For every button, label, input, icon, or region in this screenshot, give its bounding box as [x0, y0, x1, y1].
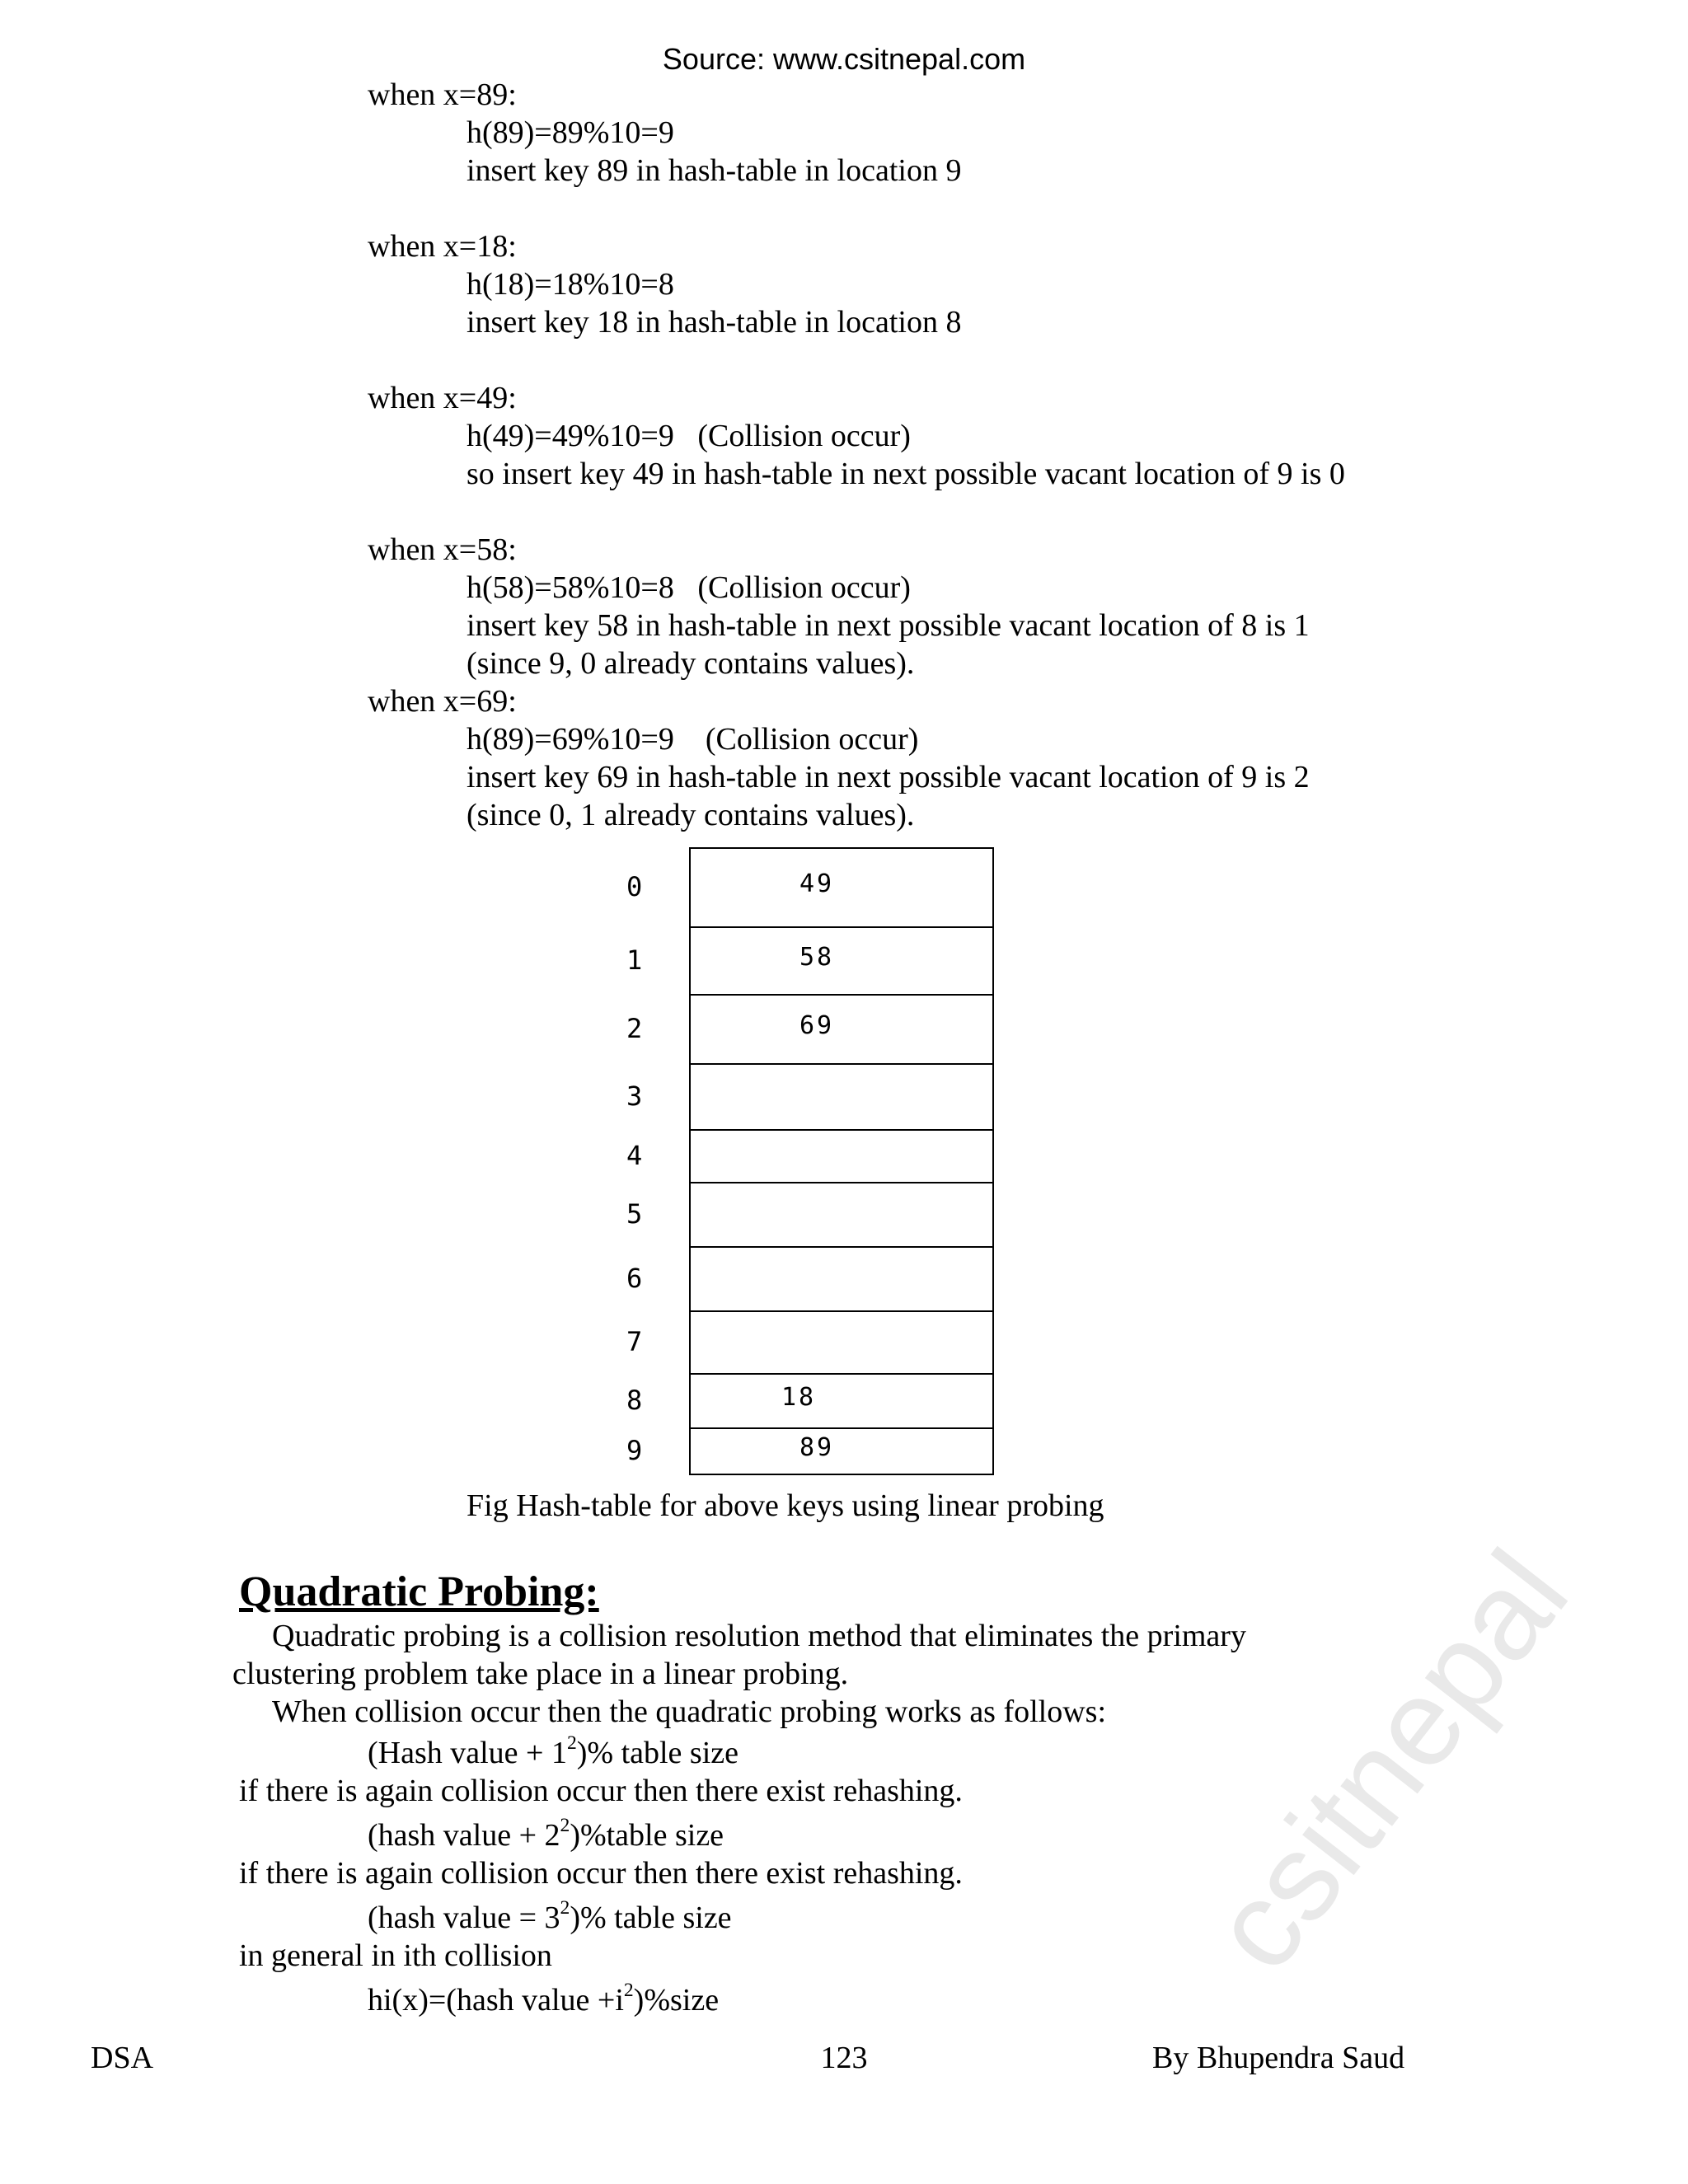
step-18-hash: h(18)=18%10=8: [467, 267, 674, 302]
hash-table-index: 6: [626, 1263, 643, 1294]
hash-table-slot: [689, 1427, 994, 1475]
rehash-note-1: if there is again collision occur then there exist rehashing.: [239, 1774, 963, 1808]
step-69-note: (since 0, 1 already contains values).: [467, 798, 915, 832]
rehash-note-2: if there is again collision occur then there exist rehashing.: [239, 1856, 963, 1891]
hash-table-slot: [689, 1246, 994, 1312]
hash-table-value: 69: [799, 1011, 835, 1040]
formula-2: (hash value + $2^2)\%table$ size: [368, 1814, 724, 1853]
footer-author: By Bhupendra Saud: [1152, 2041, 1405, 2075]
step-58-when: when x=58:: [368, 532, 517, 567]
figure-caption: Fig Hash-table for above keys using linear probing: [467, 1488, 1104, 1523]
step-49-when: when x=49:: [368, 381, 517, 415]
general-collision-note: in general in ith collision: [239, 1938, 552, 1973]
step-69-hash: h(89)=69%10=9 (Collision occur): [467, 722, 919, 757]
hash-table-index: 0: [626, 871, 643, 902]
formula-3: (hash value = $3^2)\%$ table size: [368, 1896, 732, 1935]
step-89-insert: insert key 89 in hash-table in location 9: [467, 153, 962, 188]
step-69-insert: insert key 69 in hash-table in next possible vacant location of 9 is 2: [467, 760, 1310, 794]
hash-table-value: 49: [799, 869, 835, 898]
step-89-hash: h(89)=89%10=9: [467, 115, 674, 150]
step-58-insert: insert key 58 in hash-table in next possible vacant location of 8 is 1: [467, 608, 1310, 643]
hash-table-slot: [689, 1063, 994, 1131]
hash-table-slot: [689, 1182, 994, 1248]
step-49-hash: h(49)=49%10=9 (Collision occur): [467, 419, 911, 453]
section-heading: Quadratic Probing:: [239, 1568, 599, 1615]
step-69-when: when x=69:: [368, 684, 517, 719]
hash-table-slot: [689, 926, 994, 996]
hash-table-value: 58: [799, 943, 835, 972]
watermark: csitnepal: [1184, 1526, 1594, 1995]
hash-table-value: 18: [781, 1383, 817, 1412]
hash-table-index: 4: [626, 1140, 643, 1171]
hash-table-slot: [689, 1310, 994, 1375]
hash-table-slot: [689, 1129, 994, 1183]
hash-table-index: 2: [626, 1013, 643, 1044]
quadratic-paragraph-line2: clustering problem take place in a linear probing.: [232, 1657, 849, 1691]
hash-table-index: 3: [626, 1080, 643, 1112]
hash-table-figure: [626, 847, 997, 1474]
step-58-hash: h(58)=58%10=8 (Collision occur): [467, 570, 911, 605]
hash-table-index: 1: [626, 944, 643, 976]
formula-1: (Hash value + $1^2)\%$ table size: [368, 1732, 738, 1770]
step-18-insert: insert key 18 in hash-table in location 8: [467, 305, 962, 340]
formula-general: hi(x)=(hash value $+i^2)\%size$: [368, 1979, 720, 2018]
step-89-when: when x=89:: [368, 77, 517, 112]
step-49-insert: so insert key 49 in hash-table in next possible vacant location of 9 is 0: [467, 457, 1345, 491]
hash-table-index: 8: [626, 1385, 643, 1416]
hash-table-index: 9: [626, 1435, 643, 1466]
quadratic-paragraph-line1: Quadratic probing is a collision resolution method that eliminates the primary: [272, 1619, 1246, 1653]
footer-page-number: 123: [820, 2041, 868, 2075]
source-header: Source: www.csitnepal.com: [662, 42, 1026, 76]
hash-table-slot: [689, 1373, 994, 1429]
footer-course: DSA: [91, 2041, 154, 2075]
hash-table-index: 7: [626, 1326, 643, 1357]
hash-table-slot: [689, 994, 994, 1065]
hash-table-slot: [689, 847, 994, 928]
hash-table-value: 89: [799, 1433, 835, 1462]
quadratic-paragraph-line3: When collision occur then the quadratic probing works as follows:: [272, 1694, 1107, 1729]
hash-table-index: 5: [626, 1198, 643, 1230]
step-58-note: (since 9, 0 already contains values).: [467, 646, 915, 681]
step-18-when: when x=18:: [368, 229, 517, 264]
